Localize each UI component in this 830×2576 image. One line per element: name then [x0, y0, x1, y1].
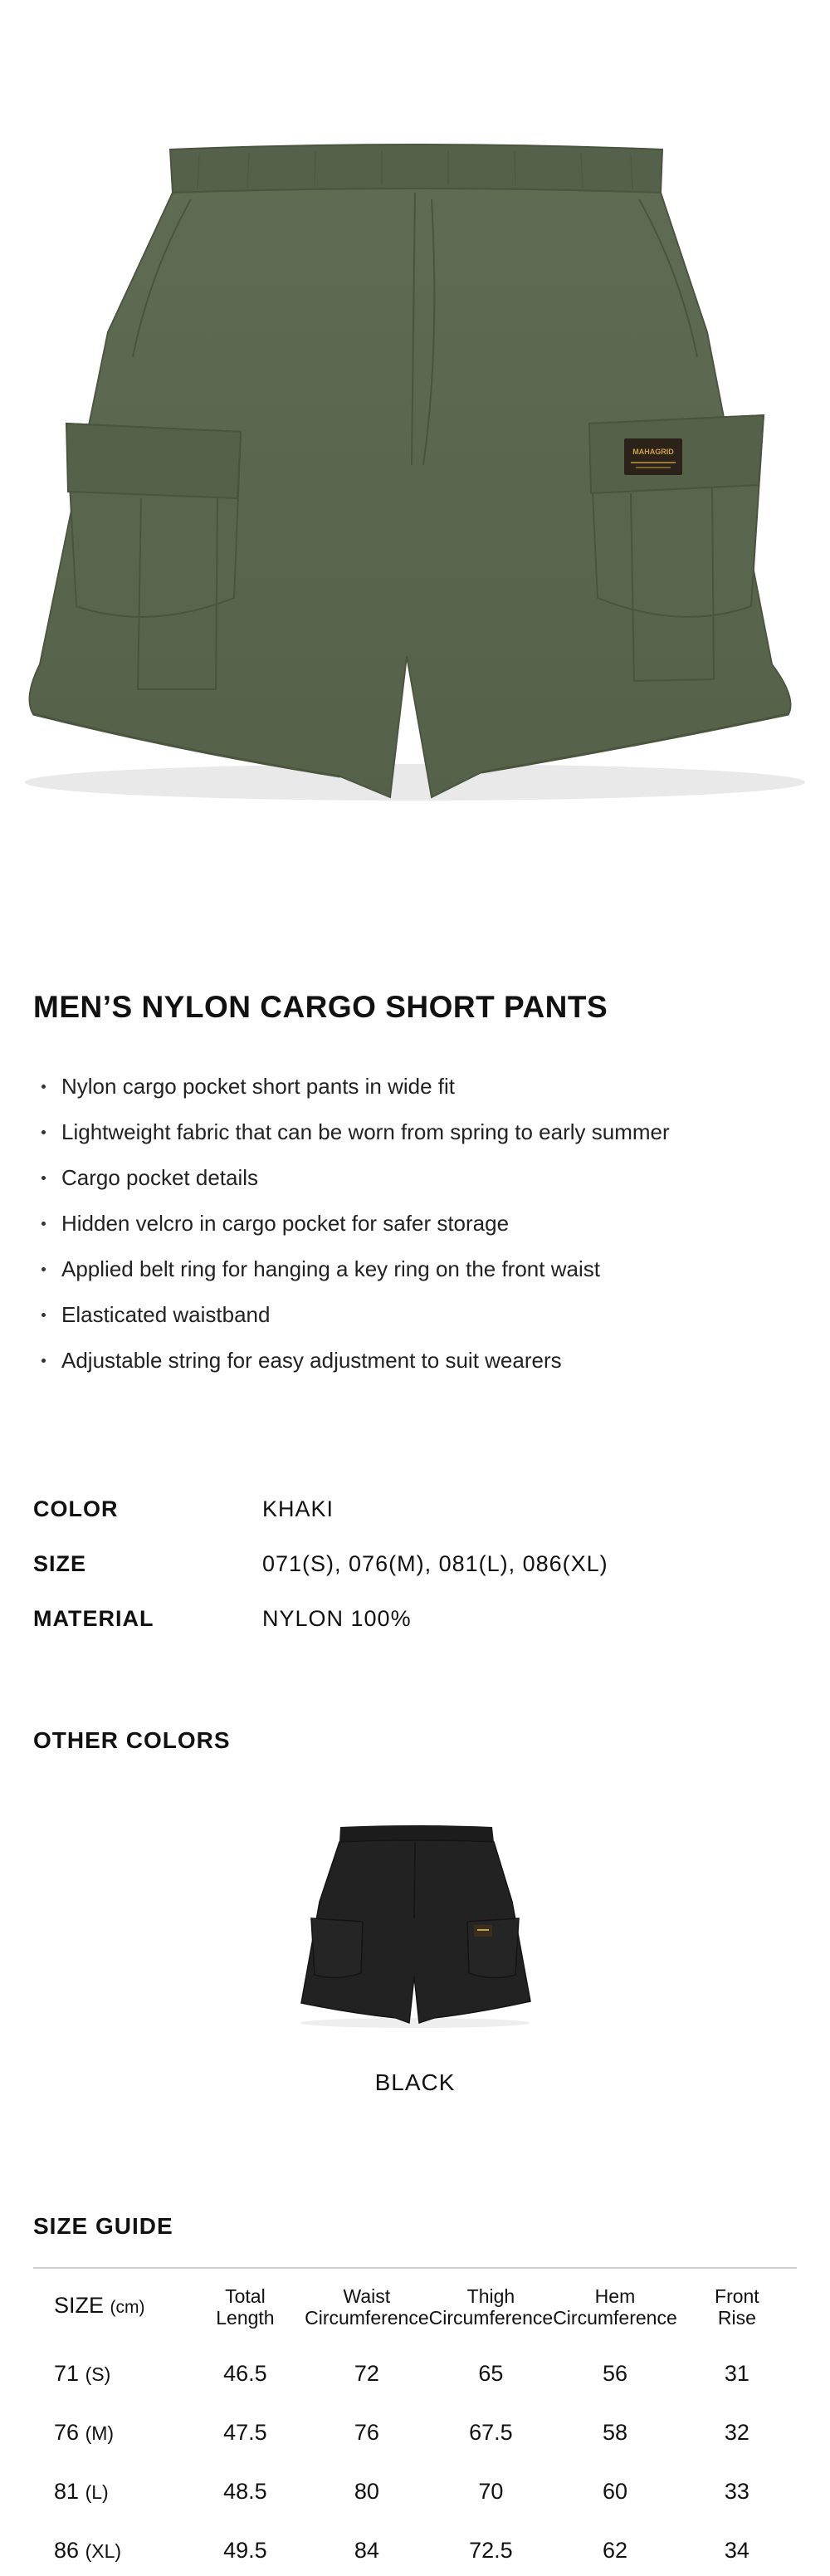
table-cell: 80	[354, 2479, 379, 2504]
table-cell: 70	[478, 2479, 504, 2504]
black-shorts-thumbnail[interactable]	[295, 1819, 535, 2035]
size-guide-title: SIZE GUIDE	[33, 2213, 173, 2239]
table-cell: 62	[602, 2537, 627, 2563]
bullet-icon	[42, 1085, 46, 1089]
table-cell: 31	[724, 2361, 749, 2386]
feature-item	[33, 1207, 670, 1252]
table-cell: 34	[724, 2537, 749, 2563]
feature-item	[33, 1115, 670, 1161]
table-cell: 58	[602, 2420, 627, 2445]
feature-text: Nylon cargo pocket short pants in wide fit	[61, 1074, 456, 1099]
color-swatch-black[interactable]	[295, 1819, 535, 2035]
feature-item	[33, 1298, 670, 1344]
feature-list	[33, 1070, 670, 1389]
table-cell: 84	[354, 2537, 379, 2563]
khaki-shorts-illustration	[0, 0, 830, 880]
feature-text: Adjustable string for easy adjustment to suit wearers	[61, 1348, 562, 1373]
bullet-icon	[42, 1176, 46, 1180]
size-header: SIZE (cm)	[54, 2293, 145, 2318]
table-cell: 67.5	[469, 2420, 513, 2445]
table-cell: 72	[354, 2361, 379, 2386]
spec-value: KHAKI	[262, 1496, 334, 1521]
table-cell: 72.5	[469, 2537, 513, 2563]
table-row	[33, 2403, 797, 2462]
color-swatch-label[interactable]: BLACK	[374, 2069, 456, 2095]
spec-key: COLOR	[33, 1496, 119, 1521]
spec-value: NYLON 100%	[262, 1605, 412, 1631]
size-cell: 86 (XL)	[54, 2537, 122, 2563]
brand-label-text: MAHAGRID	[632, 448, 674, 456]
feature-text: Cargo pocket details	[61, 1165, 259, 1190]
feature-item	[33, 1161, 670, 1207]
table-row	[33, 2521, 797, 2576]
brand-label	[624, 438, 682, 475]
feature-item	[33, 1252, 670, 1298]
bullet-icon	[42, 1359, 46, 1363]
table-cell: 48.5	[223, 2479, 267, 2504]
spec-row-color	[33, 1481, 608, 1536]
spec-key: MATERIAL	[33, 1605, 154, 1631]
spec-value: 071(S), 076(M), 081(L), 086(XL)	[262, 1550, 608, 1576]
bullet-icon	[42, 1222, 46, 1226]
table-cell: 76	[354, 2420, 379, 2445]
table-row	[33, 2462, 797, 2521]
other-colors-title: OTHER COLORS	[33, 1727, 231, 1753]
table-cell: 46.5	[223, 2361, 267, 2386]
product-title: MEN’S NYLON CARGO SHORT PANTS	[33, 990, 608, 1024]
size-cell: 81 (L)	[54, 2479, 109, 2504]
col-header: Hem Circumference	[553, 2285, 677, 2329]
size-cell: 71 (S)	[54, 2361, 111, 2386]
size-unit: (cm)	[110, 2298, 145, 2317]
col-header: Thigh Circumference	[428, 2285, 554, 2329]
table-cell: 47.5	[223, 2420, 267, 2445]
feature-text: Lightweight fabric that can be worn from spring to early summer	[61, 1119, 670, 1144]
feature-item	[33, 1344, 670, 1389]
product-image	[0, 0, 830, 880]
feature-item	[33, 1070, 670, 1115]
table-cell: 60	[602, 2479, 627, 2504]
bullet-icon	[42, 1313, 46, 1317]
bullet-icon	[42, 1130, 46, 1134]
spec-table	[33, 1481, 608, 1646]
feature-text: Hidden velcro in cargo pocket for safer storage	[61, 1211, 510, 1236]
size-cell: 76 (M)	[54, 2420, 115, 2445]
feature-text: Elasticated waistband	[61, 1302, 271, 1327]
spec-row-size	[33, 1536, 608, 1591]
size-guide-header-row	[33, 2268, 797, 2344]
feature-text: Applied belt ring for hanging a key ring on the front waist	[61, 1256, 600, 1281]
col-header: Front Rise	[715, 2285, 759, 2329]
size-guide-table	[33, 2267, 797, 2576]
bullet-icon	[42, 1267, 46, 1271]
table-cell: 49.5	[223, 2537, 267, 2563]
table-cell: 33	[724, 2479, 749, 2504]
table-cell: 32	[724, 2420, 749, 2445]
col-header: Total Length	[216, 2285, 275, 2329]
table-cell: 65	[478, 2361, 504, 2386]
spec-key: SIZE	[33, 1550, 87, 1576]
col-header: Waist Circumference	[305, 2285, 429, 2329]
table-cell: 56	[602, 2361, 627, 2386]
spec-row-material	[33, 1591, 608, 1646]
table-row	[33, 2344, 797, 2403]
